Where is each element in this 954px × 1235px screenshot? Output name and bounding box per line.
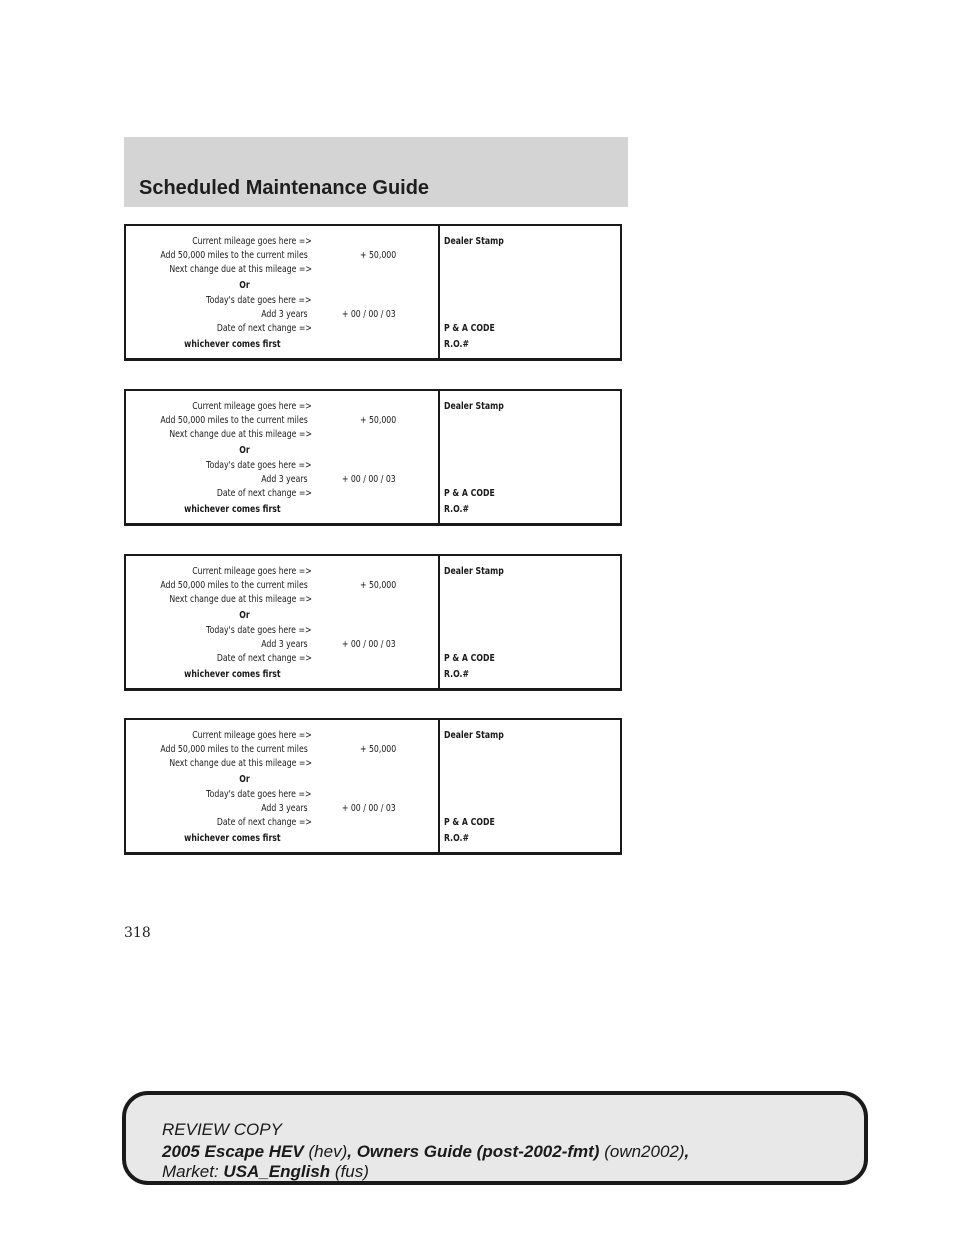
maintenance-record-3 xyxy=(124,554,622,691)
dealer-stamp-label: Dealer Stamp xyxy=(444,730,504,741)
column-divider xyxy=(438,226,440,358)
section-header-band xyxy=(124,137,628,207)
next-change-mileage-label: Next change due at this mileage => xyxy=(169,758,312,769)
footer-model-code: (hev) xyxy=(308,1142,348,1161)
add-miles-value: + 50,000 xyxy=(359,250,396,261)
whichever-label: whichever comes first xyxy=(184,833,281,844)
add-years-value: + 00 / 00 / 03 xyxy=(342,309,396,320)
next-change-mileage-label: Next change due at this mileage => xyxy=(169,594,312,605)
add-miles-label: Add 50,000 miles to the current miles xyxy=(160,580,308,591)
footer-guide-code: (own2002) xyxy=(604,1142,685,1161)
or-label: Or xyxy=(239,280,250,291)
todays-date-label: Today's date goes here => xyxy=(206,625,312,636)
next-change-mileage-label: Next change due at this mileage => xyxy=(169,264,312,275)
footer-model: 2005 Escape HEV xyxy=(162,1142,304,1161)
add-miles-label: Add 50,000 miles to the current miles xyxy=(160,250,308,261)
todays-date-label: Today's date goes here => xyxy=(206,460,312,471)
footer-market-line xyxy=(162,1162,369,1182)
current-mileage-label: Current mileage goes here => xyxy=(192,236,312,247)
ro-label: R.O.# xyxy=(444,504,470,515)
page-number: 318 xyxy=(124,925,151,941)
or-label: Or xyxy=(239,610,250,621)
add-years-label: Add 3 years xyxy=(261,639,308,650)
next-change-date-label: Date of next change => xyxy=(216,488,312,499)
ro-label: R.O.# xyxy=(444,669,470,680)
pa-code-label: P & A CODE xyxy=(444,323,495,334)
todays-date-label: Today's date goes here => xyxy=(206,295,312,306)
column-divider xyxy=(438,556,440,688)
add-miles-label: Add 50,000 miles to the current miles xyxy=(160,415,308,426)
next-change-date-label: Date of next change => xyxy=(216,323,312,334)
dealer-stamp-label: Dealer Stamp xyxy=(444,401,504,412)
page-title: Scheduled Maintenance Guide xyxy=(139,177,430,199)
pa-code-label: P & A CODE xyxy=(444,653,495,664)
maintenance-record-2 xyxy=(124,389,622,526)
or-label: Or xyxy=(239,445,250,456)
dealer-stamp-label: Dealer Stamp xyxy=(444,566,504,577)
add-years-label: Add 3 years xyxy=(261,309,308,320)
pa-code-label: P & A CODE xyxy=(444,488,495,499)
add-years-value: + 00 / 00 / 03 xyxy=(342,803,396,814)
whichever-label: whichever comes first xyxy=(184,339,281,350)
add-years-label: Add 3 years xyxy=(261,474,308,485)
add-miles-label: Add 50,000 miles to the current miles xyxy=(160,744,308,755)
add-years-value: + 00 / 00 / 03 xyxy=(342,474,396,485)
next-change-mileage-label: Next change due at this mileage => xyxy=(169,429,312,440)
whichever-label: whichever comes first xyxy=(184,669,281,680)
or-label: Or xyxy=(239,774,250,785)
todays-date-label: Today's date goes here => xyxy=(206,789,312,800)
add-miles-value: + 50,000 xyxy=(359,744,396,755)
dealer-stamp-label: Dealer Stamp xyxy=(444,236,504,247)
footer-guide: Owners Guide (post-2002-fmt) xyxy=(356,1142,600,1161)
column-divider xyxy=(438,720,440,852)
ro-label: R.O.# xyxy=(444,833,470,844)
footer-separator: , xyxy=(347,1142,352,1161)
pa-code-label: P & A CODE xyxy=(444,817,495,828)
maintenance-record-1 xyxy=(124,224,622,361)
add-miles-value: + 50,000 xyxy=(359,580,396,591)
footer-market-code: (fus) xyxy=(334,1162,369,1181)
add-miles-value: + 50,000 xyxy=(359,415,396,426)
current-mileage-label: Current mileage goes here => xyxy=(192,730,312,741)
review-copy-label: REVIEW COPY xyxy=(162,1120,282,1139)
ro-label: R.O.# xyxy=(444,339,470,350)
current-mileage-label: Current mileage goes here => xyxy=(192,566,312,577)
footer-separator: , xyxy=(684,1142,690,1161)
footer-publication-line xyxy=(162,1142,689,1162)
add-years-value: + 00 / 00 / 03 xyxy=(342,639,396,650)
review-copy-footer xyxy=(122,1091,868,1185)
footer-market-label: Market: xyxy=(162,1162,219,1181)
column-divider xyxy=(438,391,440,523)
current-mileage-label: Current mileage goes here => xyxy=(192,401,312,412)
maintenance-record-4 xyxy=(124,718,622,855)
next-change-date-label: Date of next change => xyxy=(216,653,312,664)
footer-market: USA_English xyxy=(223,1162,331,1181)
add-years-label: Add 3 years xyxy=(261,803,308,814)
next-change-date-label: Date of next change => xyxy=(216,817,312,828)
whichever-label: whichever comes first xyxy=(184,504,281,515)
